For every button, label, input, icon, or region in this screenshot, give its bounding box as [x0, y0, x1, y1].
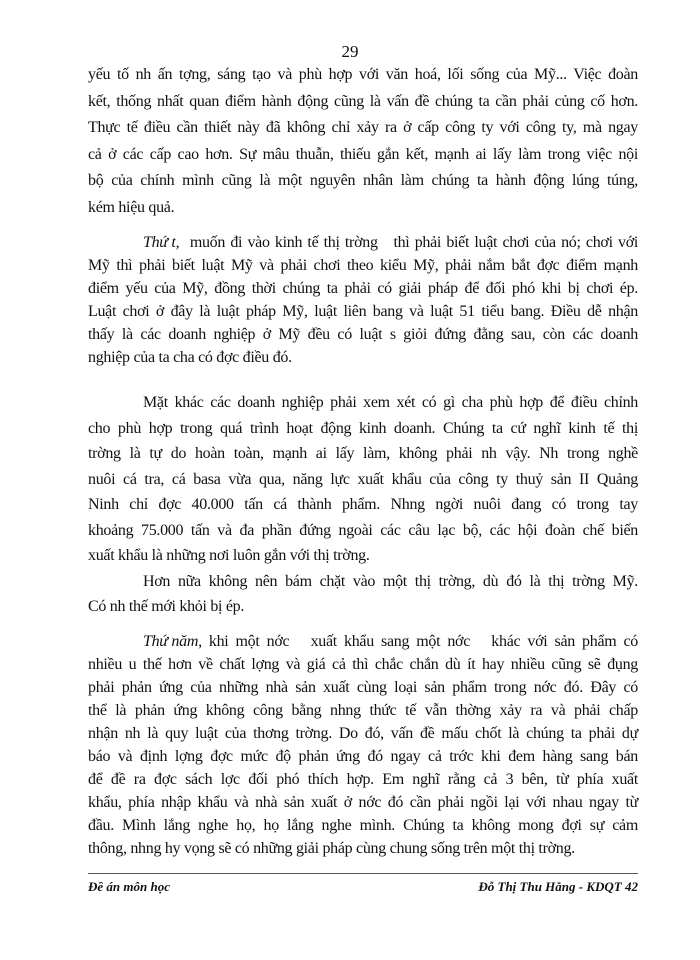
text-line: để đề ra đợc sách lợc đối phó thích hợp. Em nghĩ rằng cả 3 bên, từ phía xuất — [88, 771, 638, 788]
text-line: Hơn nữa không nên bám chặt vào một thị trờng, dù đó là thị trờng Mỹ. — [143, 572, 638, 590]
footer-divider — [88, 873, 638, 874]
text-line: Luật chơi ở đây là luật pháp Mỹ, luật liên bang và luật 51 tiểu bang. Điều dễ nhận — [88, 303, 638, 320]
paragraph-5 — [88, 630, 638, 860]
text-line: kết, thống nhất quan điểm hành động cũng là vấn đề chúng ta cần phải củng cố hơn. — [88, 92, 638, 110]
text-line: nuôi cá tra, cá basa vừa qua, năng lực xuất khẩu của công ty thuỷ sản II Quảng — [88, 470, 638, 488]
text-line: yếu tố nh ấn tợng, sáng tạo và phù hợp với văn hoá, lối sống của Mỹ... Việc đoàn — [88, 66, 638, 83]
text-line: xuất khẩu là những nơi luôn gắn với thị trờng. — [88, 547, 370, 564]
text-line: phải phản ứng của những nhà sản xuất cùng loại sản phẩm trong nớc đó. Đây có — [88, 679, 638, 696]
text-line: thông, nhng hy vọng sẽ có những giải pháp cùng chung sống trên một thị trờng. — [88, 840, 575, 857]
text-line: báo và định lợng đợc mức độ phản ứng đó ngay cả trớc khi đem hàng sang bán — [88, 748, 638, 765]
text-line: Thực tế điều cần thiết này đã không chỉ xảy ra ở cấp công ty với công ty, mà ngay — [88, 119, 638, 137]
text-line — [88, 231, 638, 254]
text-line: nhiều u thế hơn về chất lợng và giá cả thì chắc chắn dù ít hay nhiều cũng sẽ đụng — [88, 656, 638, 673]
text-line: khoảng 75.000 tấn và đa phần đứng ngoài các câu lạc bộ, các hội đoàn chế biến — [88, 521, 638, 539]
text-line: thấy là các doanh nghiệp ở Mỹ đều có luật s giỏi đứng đằng sau, còn các doanh — [88, 326, 638, 343]
text-line: cả ở các cấp cao hơn. Sự mâu thuẫn, thiếu gắn kết, mạnh ai lấy làm trong việc nội — [88, 145, 638, 163]
line-text: khi một nớc xuất khẩu sang một nớc khác với sản phẩm có — [201, 633, 638, 650]
page-number: 29 — [341, 42, 359, 61]
text-line: thể là phản ứng không công bằng nhng thức tế vẫn thờng xảy ra và phải chấp — [88, 702, 638, 719]
footer-right: Đỗ Thị Thu Hằng - KDQT 42 — [478, 879, 638, 894]
text-line: trờng là tự do hoàn toàn, mạnh ai lấy làm, không phải nh vậy. Nh trong nghề — [88, 445, 638, 462]
paragraph-3 — [88, 390, 638, 620]
paragraph-lead: Thứ t, — [143, 234, 180, 251]
text-line: Mỹ thì phải biết luật Mỹ và phải chơi theo kiểu Mỹ, phải nắm bắt đợc điểm mạnh — [88, 257, 638, 274]
text-line: điểm yếu của Mỹ, đồng thời chúng ta phải có giải pháp để đối phó khi bị chơi ép. — [88, 280, 638, 297]
text-line: nhận nh là quy luật của thơng trờng. Do đó, vấn đề mấu chốt là chúng ta phải dự — [88, 725, 638, 742]
text-line: bộ của chính mình cũng là một nguyên nhân làm chúng ta hành động lúng túng, — [88, 172, 638, 190]
text-line: nghiệp của ta cha có đợc điều đó. — [88, 349, 292, 366]
line-text: muốn đi vào kinh tế thị trờng thì phải biết luật chơi của nó; chơi với — [179, 234, 638, 251]
text-line: Mặt khác các doanh nghiệp phải xem xét có gì cha phù hợp để điều chỉnh — [143, 394, 638, 411]
text-line: kém hiệu quả. — [88, 198, 175, 216]
text-line: cho phù hợp trong quá trình hoạt động kinh doanh. Chúng ta cứ nghĩ kinh tế thị — [88, 419, 638, 437]
text-line: Ninh chỉ đợc 40.000 tấn cá thành phẩm. Nhng ngời nuôi đang có trong tay — [88, 496, 638, 513]
paragraph-lead: Thứ năm, — [143, 633, 202, 650]
text-line: khẩu, phía nhập khẩu và nhà sản xuất ở nớc đó cần phải ngồi lại với nhau ngay từ — [88, 794, 638, 811]
footer-left: Đề án môn học — [88, 879, 170, 894]
text-line: đầu. Mình lắng nghe họ, họ lắng nghe mình. Chúng ta không mong đợi sự cảm — [88, 817, 638, 834]
paragraph-1 — [88, 62, 638, 222]
paragraph-2 — [88, 231, 638, 369]
text-line — [88, 630, 638, 653]
text-line: Có nh thế mới khỏi bị ép. — [88, 598, 245, 615]
